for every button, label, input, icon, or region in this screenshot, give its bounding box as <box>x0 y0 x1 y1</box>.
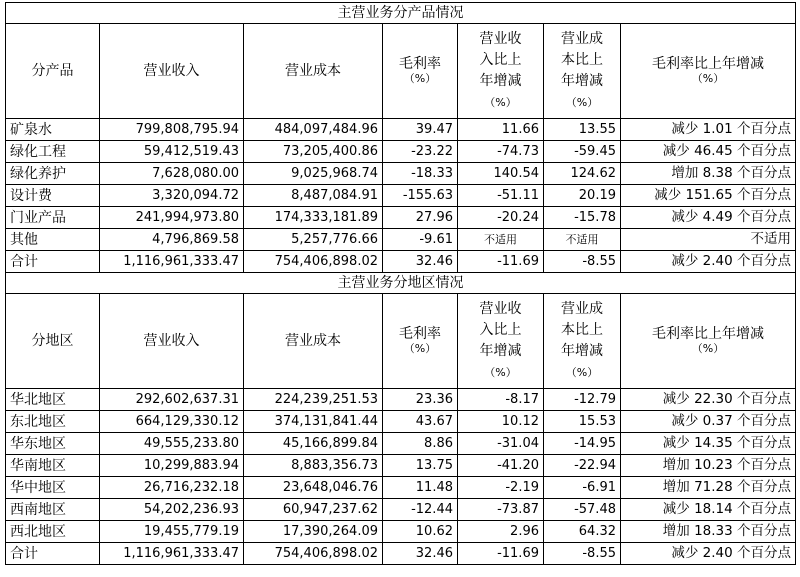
row-name: 西南地区 <box>6 499 100 521</box>
row-margin-change: 减少 46.45 个百分点 <box>621 141 796 163</box>
row-rev-change: -11.69 <box>458 543 544 565</box>
row-margin: 43.67 <box>383 411 458 433</box>
row-cost-change: 64.32 <box>544 521 621 543</box>
row-margin-change: 增加 71.28 个百分点 <box>621 477 796 499</box>
row-rev-change: -2.19 <box>458 477 544 499</box>
row-rev-change: -51.11 <box>458 185 544 207</box>
row-revenue: 1,116,961,333.47 <box>100 543 244 565</box>
header-rev-change-unit: （%） <box>484 366 517 379</box>
header-margin-change <box>621 294 796 389</box>
row-cost: 8,487,084.91 <box>244 185 383 207</box>
header-cost-change-unit: （%） <box>565 366 599 379</box>
header-row <box>6 294 796 389</box>
row-revenue: 7,628,080.00 <box>100 163 244 185</box>
header-cost: 营业成本 <box>244 294 383 389</box>
header-margin-change-text: 毛利率比上年增减 <box>652 56 765 72</box>
row-name: 华中地区 <box>6 477 100 499</box>
table-row <box>6 163 796 185</box>
header-margin-unit: （%） <box>403 72 437 85</box>
table-row <box>6 411 796 433</box>
row-revenue: 1,116,961,333.47 <box>100 251 244 273</box>
table-row <box>6 543 796 565</box>
row-margin: 11.48 <box>383 477 458 499</box>
row-cost-change: -14.95 <box>544 433 621 455</box>
row-revenue: 49,555,233.80 <box>100 433 244 455</box>
row-name: 合计 <box>6 543 100 565</box>
row-revenue: 799,808,795.94 <box>100 119 244 141</box>
table-row <box>6 251 796 273</box>
table-row <box>6 229 796 251</box>
header-cost-change-unit: （%） <box>565 96 599 109</box>
table-row <box>6 521 796 543</box>
row-cost: 754,406,898.02 <box>244 543 383 565</box>
row-name: 绿化养护 <box>6 163 100 185</box>
row-cost-change: -57.48 <box>544 499 621 521</box>
row-cost-change: -22.94 <box>544 455 621 477</box>
header-cost: 营业成本 <box>244 24 383 119</box>
row-cost: 484,097,484.96 <box>244 119 383 141</box>
row-revenue: 59,412,519.43 <box>100 141 244 163</box>
table-row <box>6 207 796 229</box>
header-margin-change <box>621 24 796 119</box>
row-margin-change: 减少 2.40 个百分点 <box>621 543 796 565</box>
row-margin-change: 增加 8.38 个百分点 <box>621 163 796 185</box>
header-margin-change-unit: （%） <box>691 342 725 355</box>
row-revenue: 10,299,883.94 <box>100 455 244 477</box>
row-cost: 374,131,841.44 <box>244 411 383 433</box>
table-row <box>6 499 796 521</box>
row-cost: 73,205,400.86 <box>244 141 383 163</box>
row-cost-change: -59.45 <box>544 141 621 163</box>
header-rev-change-unit: （%） <box>484 96 517 109</box>
table-row <box>6 455 796 477</box>
row-name: 绿化工程 <box>6 141 100 163</box>
row-margin-change: 减少 22.30 个百分点 <box>621 389 796 411</box>
table-row <box>6 433 796 455</box>
table-row <box>6 477 796 499</box>
row-rev-change: 不适用 <box>458 229 544 251</box>
row-revenue: 4,796,869.58 <box>100 229 244 251</box>
header-rev-change-line: 营业收 <box>479 301 522 317</box>
header-cost-change-line: 营业成 <box>561 31 603 47</box>
header-margin-change-text: 毛利率比上年增减 <box>652 326 765 342</box>
header-revenue: 营业收入 <box>100 24 244 119</box>
row-margin: -23.22 <box>383 141 458 163</box>
row-margin: 8.86 <box>383 433 458 455</box>
row-margin: 10.62 <box>383 521 458 543</box>
header-margin <box>383 24 458 119</box>
row-revenue: 3,320,094.72 <box>100 185 244 207</box>
row-revenue: 664,129,330.12 <box>100 411 244 433</box>
row-revenue: 292,602,637.31 <box>100 389 244 411</box>
header-cost-change <box>544 294 621 389</box>
row-name: 门业产品 <box>6 207 100 229</box>
row-name: 西北地区 <box>6 521 100 543</box>
header-margin-unit: （%） <box>403 342 437 355</box>
header-margin <box>383 294 458 389</box>
row-rev-change: -31.04 <box>458 433 544 455</box>
row-cost: 60,947,237.62 <box>244 499 383 521</box>
row-name: 设计费 <box>6 185 100 207</box>
row-margin: -12.44 <box>383 499 458 521</box>
row-margin: 32.46 <box>383 543 458 565</box>
row-cost-change: -8.55 <box>544 251 621 273</box>
row-cost-change: 不适用 <box>544 229 621 251</box>
header-rev-change-line: 入比上 <box>479 52 522 68</box>
financial-table <box>5 2 796 565</box>
row-rev-change: -11.69 <box>458 251 544 273</box>
header-revenue: 营业收入 <box>100 294 244 389</box>
table-row <box>6 389 796 411</box>
header-margin-text: 毛利率 <box>399 56 441 72</box>
row-revenue: 54,202,236.93 <box>100 499 244 521</box>
row-rev-change: -41.20 <box>458 455 544 477</box>
row-margin: 39.47 <box>383 119 458 141</box>
row-margin: -155.63 <box>383 185 458 207</box>
header-row <box>6 24 796 119</box>
row-cost: 45,166,899.84 <box>244 433 383 455</box>
header-category: 分地区 <box>6 294 100 389</box>
row-revenue: 26,716,232.18 <box>100 477 244 499</box>
row-cost-change: 124.62 <box>544 163 621 185</box>
row-rev-change: 2.96 <box>458 521 544 543</box>
row-name: 华南地区 <box>6 455 100 477</box>
header-rev-change-line: 营业收 <box>479 31 522 47</box>
header-cost-change-line: 营业成 <box>561 301 603 317</box>
row-margin: 23.36 <box>383 389 458 411</box>
header-cost-change <box>544 24 621 119</box>
row-name: 矿泉水 <box>6 119 100 141</box>
row-revenue: 19,455,779.19 <box>100 521 244 543</box>
row-revenue: 241,994,973.80 <box>100 207 244 229</box>
row-margin-change: 减少 18.14 个百分点 <box>621 499 796 521</box>
row-rev-change: -20.24 <box>458 207 544 229</box>
row-name: 东北地区 <box>6 411 100 433</box>
header-rev-change-line: 年增减 <box>479 73 522 89</box>
row-margin-change: 减少 1.01 个百分点 <box>621 119 796 141</box>
header-cost-change-line: 年增减 <box>561 343 603 359</box>
row-margin-change: 不适用 <box>621 229 796 251</box>
header-cost-change-line: 本比上 <box>561 322 603 338</box>
header-rev-change <box>458 24 544 119</box>
row-cost-change: 20.19 <box>544 185 621 207</box>
row-cost: 754,406,898.02 <box>244 251 383 273</box>
row-cost: 8,883,356.73 <box>244 455 383 477</box>
row-margin: -18.33 <box>383 163 458 185</box>
table-row <box>6 185 796 207</box>
row-name: 华北地区 <box>6 389 100 411</box>
header-margin-text: 毛利率 <box>399 326 441 342</box>
row-rev-change: 11.66 <box>458 119 544 141</box>
row-cost: 23,648,046.76 <box>244 477 383 499</box>
header-cost-change-line: 年增减 <box>561 73 603 89</box>
row-margin: 32.46 <box>383 251 458 273</box>
row-rev-change: -8.17 <box>458 389 544 411</box>
row-cost: 9,025,968.74 <box>244 163 383 185</box>
table-row <box>6 141 796 163</box>
section-title: 主营业务分地区情况 <box>6 273 796 294</box>
row-cost-change: 15.53 <box>544 411 621 433</box>
row-margin-change: 减少 151.65 个百分点 <box>621 185 796 207</box>
header-rev-change-line: 入比上 <box>479 322 522 338</box>
row-cost: 174,333,181.89 <box>244 207 383 229</box>
row-name: 合计 <box>6 251 100 273</box>
row-rev-change: 10.12 <box>458 411 544 433</box>
row-cost-change: -6.91 <box>544 477 621 499</box>
row-name: 华东地区 <box>6 433 100 455</box>
row-cost-change: -8.55 <box>544 543 621 565</box>
row-margin: -9.61 <box>383 229 458 251</box>
row-rev-change: -73.87 <box>458 499 544 521</box>
header-rev-change <box>458 294 544 389</box>
row-margin-change: 减少 2.40 个百分点 <box>621 251 796 273</box>
row-margin-change: 减少 14.35 个百分点 <box>621 433 796 455</box>
row-margin-change: 减少 0.37 个百分点 <box>621 411 796 433</box>
row-cost: 17,390,264.09 <box>244 521 383 543</box>
row-margin-change: 增加 18.33 个百分点 <box>621 521 796 543</box>
row-margin: 27.96 <box>383 207 458 229</box>
row-margin-change: 增加 10.23 个百分点 <box>621 455 796 477</box>
row-cost: 5,257,776.66 <box>244 229 383 251</box>
header-rev-change-line: 年增减 <box>479 343 522 359</box>
row-margin-change: 减少 4.49 个百分点 <box>621 207 796 229</box>
row-rev-change: -74.73 <box>458 141 544 163</box>
header-margin-change-unit: （%） <box>691 72 725 85</box>
row-cost-change: -12.79 <box>544 389 621 411</box>
row-rev-change: 140.54 <box>458 163 544 185</box>
row-cost: 224,239,251.53 <box>244 389 383 411</box>
header-cost-change-line: 本比上 <box>561 52 603 68</box>
row-cost-change: 13.55 <box>544 119 621 141</box>
header-category: 分产品 <box>6 24 100 119</box>
table-row <box>6 119 796 141</box>
section-title: 主营业务分产品情况 <box>6 3 796 24</box>
row-cost-change: -15.78 <box>544 207 621 229</box>
row-margin: 13.75 <box>383 455 458 477</box>
row-name: 其他 <box>6 229 100 251</box>
